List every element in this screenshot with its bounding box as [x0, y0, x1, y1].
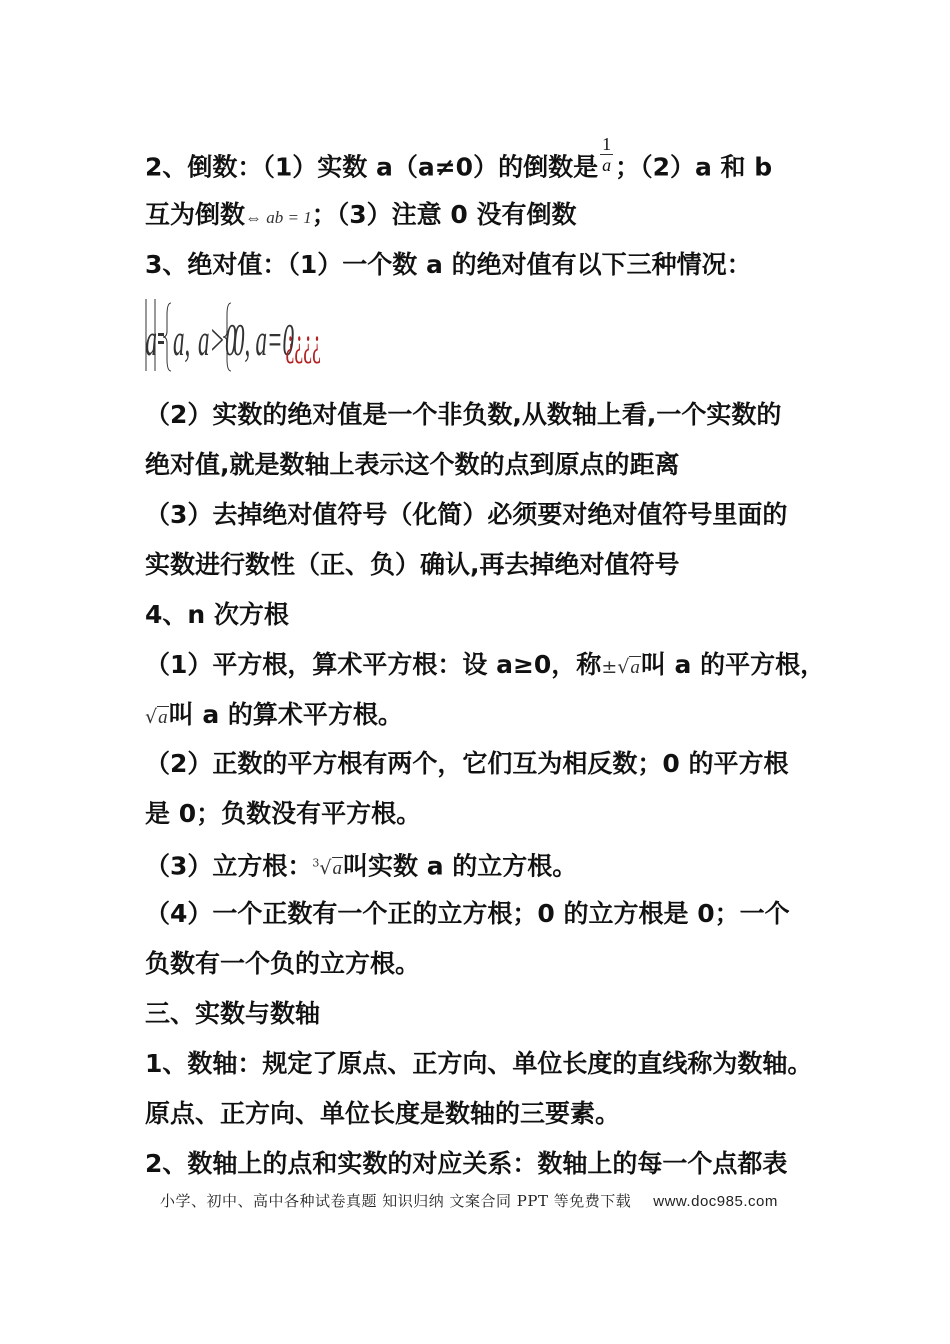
abs-a-left: a — [145, 314, 158, 366]
remove-abs-line-2: 实数进行数性（正、负）确认,再去掉绝对值符号 — [145, 550, 680, 579]
fraction-numerator: 1 — [602, 134, 612, 154]
remove-abs-line: （3）去掉绝对值符号（化简）必须要对绝对值符号里面的 — [145, 500, 788, 529]
negative-no-root-line: 是 0；负数没有平方根。 — [145, 799, 422, 828]
abs-distance-line: 绝对值,就是数轴上表示这个数的点到原点的距离 — [145, 450, 680, 479]
abs-case-a-gt-0: a>0 — [198, 314, 237, 366]
abs-nonnegative-line: （2）实数的绝对值是一个非负数,从数轴上看,一个实数的 — [145, 400, 782, 429]
square-root-line — [145, 649, 825, 684]
abs-case-a: a, — [173, 314, 191, 366]
point-real-correspondence: 2、数轴上的点和实数的对应关系：数轴上的每一个点都表 — [145, 1149, 788, 1178]
abs-case-a-eq-0: a=0 — [255, 314, 295, 366]
absolute-value-formula — [143, 295, 343, 375]
positive-roots-line: （2）正数的平方根有两个，它们互为相反数；0 的平方根 — [145, 749, 789, 778]
zero-no-reciprocal-text: ；（3）注意 0 没有倒数 — [311, 200, 577, 229]
arith-square-root-text: 叫 a 的算术平方根。 — [168, 700, 403, 729]
number-line-def: 1、数轴：规定了原点、正方向、单位长度的直线称为数轴。 — [145, 1049, 813, 1078]
cube-root-text-2: 叫实数 a 的立方根。 — [343, 851, 578, 881]
radicand: a — [630, 657, 640, 678]
cube-root-facts-line-2: 负数有一个负的立方根。 — [145, 949, 421, 978]
iff-ab-equals-1: ⇔ ab = 1 — [245, 208, 312, 227]
radicand: a — [332, 858, 343, 880]
cube-root-a: $^3$√a — [312, 857, 343, 880]
square-root-text: （1）平方根，算术平方根：设 a≥0，称 — [145, 650, 602, 679]
reciprocal-line — [145, 134, 773, 189]
reciprocal-text-2: ；（2）a 和 b — [615, 152, 773, 182]
absolute-value-heading: 3、绝对值：（1）一个数 a 的绝对值有以下三种情况： — [145, 250, 752, 279]
section-three-heading: 三、实数与数轴 — [145, 999, 321, 1028]
footer-url[interactable]: www.doc985.com — [653, 1193, 778, 1210]
number-line-elements: 原点、正方向、单位长度是数轴的三要素。 — [145, 1099, 621, 1128]
reciprocal-line-2 — [145, 199, 576, 234]
arith-square-root-line — [145, 699, 403, 734]
garbled-tail: ¿¿¿¿ — [285, 319, 321, 364]
radicand: a — [158, 707, 168, 728]
sqrt-a: √a — [145, 706, 168, 728]
square-root-text-2: 叫 a 的平方根， — [640, 650, 826, 679]
plus-minus-sqrt-a: ±√a — [601, 656, 640, 678]
fraction-denominator: a — [602, 155, 612, 175]
cube-root-text: （3）立方根： — [145, 851, 313, 881]
one-over-a-fraction — [600, 134, 613, 175]
reciprocal-text: 2、倒数：（1）实数 a（a≠0）的倒数是 — [145, 152, 599, 182]
mutual-reciprocal-text: 互为倒数 — [145, 200, 246, 229]
cube-root-facts-line: （4）一个正数有一个正的立方根；0 的立方根是 0；一个 — [145, 899, 790, 928]
footer-text: 小学、初中、高中各种试卷真题 知识归纳 文案合同 PPT 等免费下载 — [160, 1192, 632, 1210]
nth-root-heading: 4、n 次方根 — [145, 600, 289, 629]
page-footer — [160, 1190, 778, 1211]
cube-root-line — [145, 848, 577, 885]
plus-minus-sign: ± — [601, 656, 618, 678]
cube-index: 3 — [312, 857, 320, 870]
abs-case-zero: 0, — [233, 314, 251, 366]
